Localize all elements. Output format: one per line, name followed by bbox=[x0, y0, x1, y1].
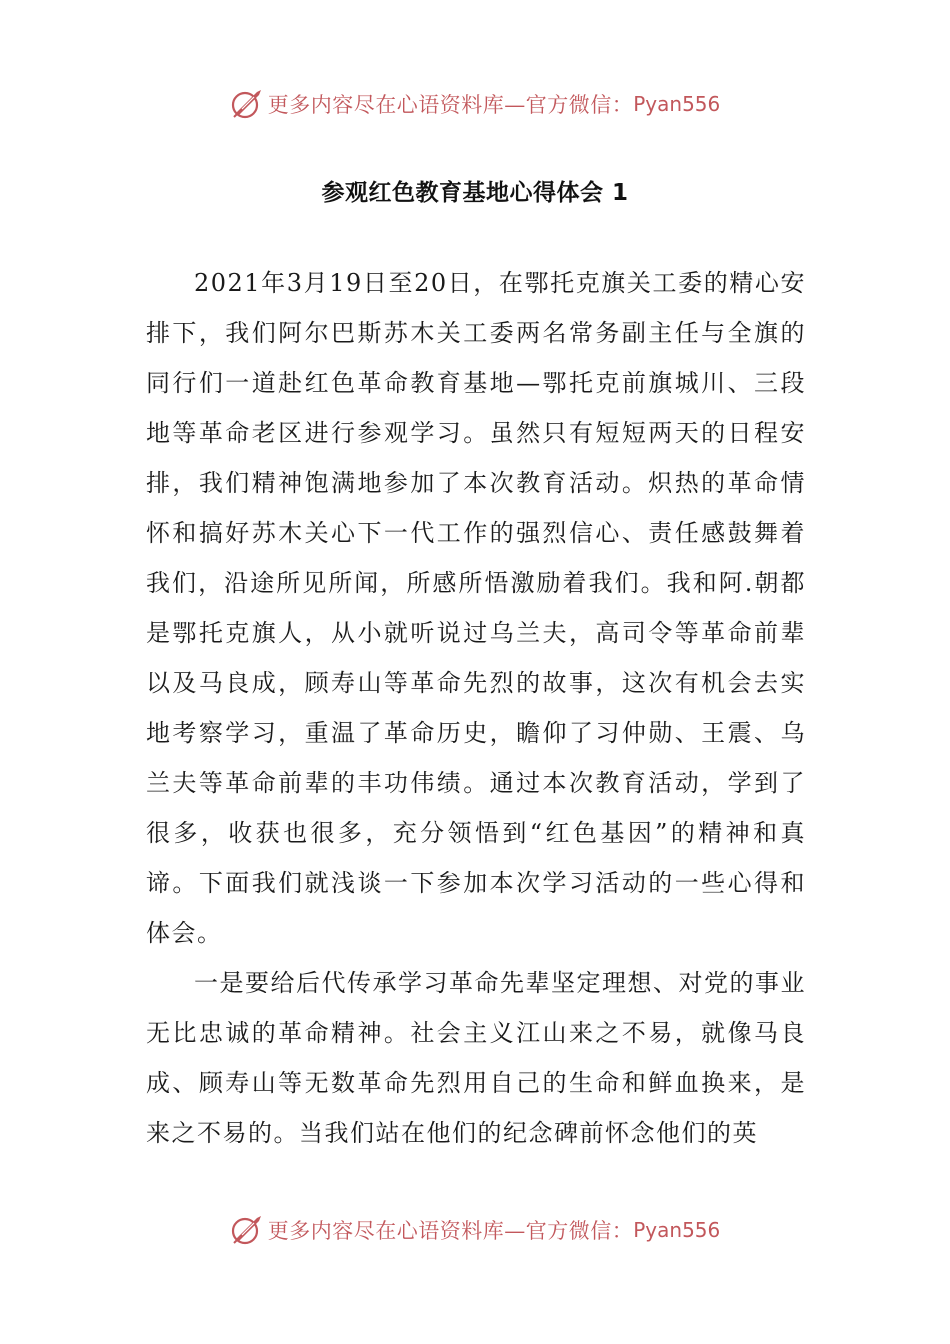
quill-pen-logo-icon bbox=[230, 87, 264, 121]
page-title: 参观红色教育基地心得体会 1 bbox=[321, 180, 629, 206]
banner-text: 更多内容尽在心语资料库—官方微信： bbox=[267, 1219, 634, 1243]
document-body bbox=[146, 258, 806, 1158]
quill-pen-logo-icon bbox=[230, 1213, 264, 1247]
paragraph: 2021年3月19日至20日，在鄂托克旗关工委的精心安排下，我们阿尔巴斯苏木关工委两名常务副主任与全旗的同行们一道赴红色革命教育基地—鄂托克前旗城川、三段地等革命老区进行参观学习。虽然只有短短两天的日程安排，我们精神饱满地参加了本次教育活动。炽热的革命情怀和搞好苏木关心下一代工作的强烈信心、责任感鼓舞着我们，沿途所见所闻，所感所悟激励着我们。我和阿.朝都是鄂托克旗人，从小就听说过乌兰夫，高司令等革命前辈以及马良成，顾寿山等革命先烈的故事，这次有机会去实地考察学习，重温了革命历史，瞻仰了习仲勋、王震、乌兰夫等革命前辈的丰功伟绩。通过本次教育活动，学到了很多，收获也很多，充分领悟到“红色基因”的精神和真谛。下面我们就浅谈一下参加本次学习活动的一些心得和体会。 bbox=[146, 269, 806, 947]
banner-text: 更多内容尽在心语资料库—官方微信： bbox=[267, 93, 634, 117]
banner-wechat-id: Pyan556 bbox=[633, 92, 721, 116]
footer-banner bbox=[0, 1210, 950, 1250]
paragraph: 一是要给后代传承学习革命先辈坚定理想、对党的事业无比忠诚的革命精神。社会主义江山来之不易，就像马良成、顾寿山等无数革命先烈用自己的生命和鲜血换来，是来之不易的。当我们站在他们的纪念碑前怀念他们的英 bbox=[146, 969, 806, 1147]
header-banner bbox=[0, 84, 950, 124]
banner-wechat-id: Pyan556 bbox=[633, 1218, 721, 1242]
